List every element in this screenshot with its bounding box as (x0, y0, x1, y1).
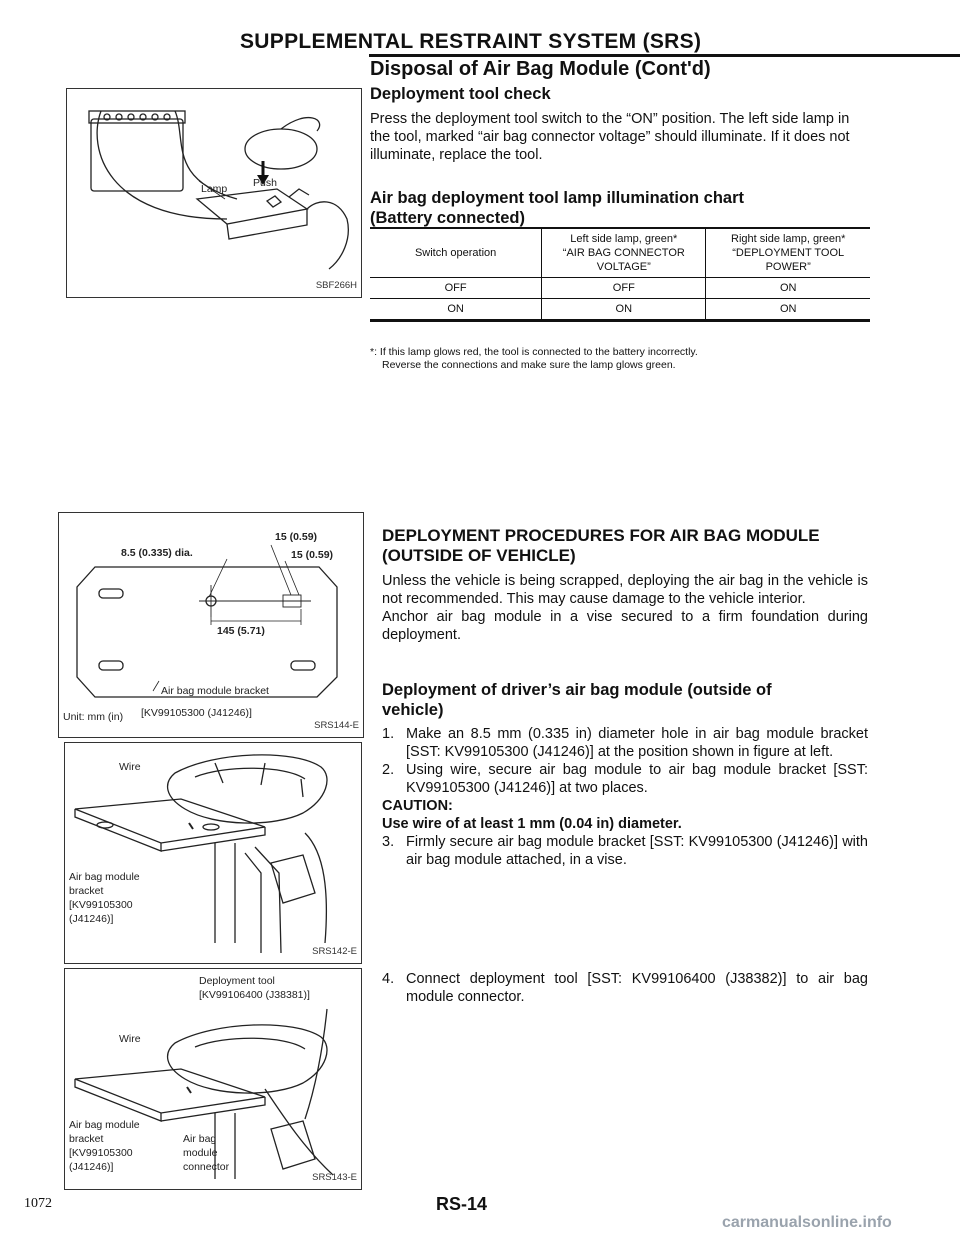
lamp-label: Lamp (201, 183, 228, 195)
bracket-label: Air bag module bracket (161, 685, 269, 697)
dim-145: 145 (5.71) (217, 625, 265, 637)
bracket-label-l2: bracket (69, 885, 104, 897)
deployment-tool-check-text: Press the deployment tool switch to the “ON” position. The left side lamp in the tool, marked “air bag connector voltage” should illuminate. If it does not illuminate, replace the tool. (370, 111, 850, 163)
bracket-label-l1: Air bag module (69, 871, 140, 883)
wire-label: Wire (119, 761, 141, 773)
header-rule (369, 54, 960, 57)
list-item: 1. Make an 8.5 mm (0.335 in) diameter hole in air bag module bracket [SST: KV99105300 (J41246)] at the position shown in figure at left. (382, 726, 868, 760)
connector-label-l2: module (183, 1147, 218, 1159)
col-left-lamp: Left side lamp, green* “AIR BAG CONNECTOR VOLTAGE” (542, 229, 706, 278)
procedures-heading-line1: DEPLOYMENT PROCEDURES FOR AIR BAG MODULE (382, 526, 820, 545)
procedures-heading-line2: (OUTSIDE OF VEHICLE) (382, 546, 576, 565)
page-code: RS-14 (436, 1194, 488, 1214)
table-cell: OFF (370, 278, 542, 299)
table-cell: ON (706, 299, 870, 320)
bracket-label-l3: [KV99105300 (69, 1147, 133, 1159)
lamp-chart-heading-line2: (Battery connected) (370, 209, 525, 227)
bracket-label-l2: bracket (69, 1133, 104, 1145)
table-cell: OFF (542, 278, 706, 299)
bracket-label-l1: Air bag module (69, 1119, 140, 1131)
figure-bracket-dimensions (58, 512, 364, 738)
tool-label-l2: [KV99106400 (J38381)] (199, 989, 310, 1001)
list-item: 3. Firmly secure air bag module bracket [SST: KV99105300 (J41246)] with air bag module attached, in a vise. (382, 834, 868, 868)
list-item: 2. Using wire, secure air bag module to air bag module bracket [SST: KV99105300 (J41246)] at two places. (382, 762, 868, 796)
lamp-chart-table (370, 229, 870, 320)
col-switch-operation: Switch operation (370, 229, 542, 278)
figure-code: SRS143-E (312, 1172, 357, 1183)
table-row (370, 278, 870, 299)
deployment-step-4 (382, 970, 868, 1006)
table-cell: ON (706, 278, 870, 299)
module-bracket-illustration (65, 743, 361, 963)
dim-15a: 15 (0.59) (275, 531, 318, 543)
dim-hole-diameter: 8.5 (0.335) dia. (121, 547, 193, 559)
caution-label: CAUTION: (382, 798, 453, 814)
lamp-chart-table-wrapper (370, 227, 870, 322)
lamp-chart-heading-line1: Air bag deployment tool lamp illumination chart (370, 189, 745, 207)
page-header-title: SUPPLEMENTAL RESTRAINT SYSTEM (SRS) (240, 30, 702, 53)
connector-label-l1: Air bag (183, 1133, 217, 1145)
figure-code: SRS144-E (314, 720, 359, 731)
bracket-dimension-drawing (59, 513, 363, 737)
push-label: Push (253, 177, 277, 189)
connector-label-l3: connector (183, 1161, 230, 1173)
unit-label: Unit: mm (in) (63, 711, 124, 723)
watermark: carmanualsonline.info (722, 1214, 892, 1231)
bracket-label-l4: (J41246)] (69, 1161, 114, 1173)
bracket-label-l4: (J41246)] (69, 913, 114, 925)
table-cell: ON (370, 299, 542, 320)
figure-code: SBF266H (315, 280, 357, 291)
driver-deployment-heading-line1: Deployment of driver’s air bag module (outside of (382, 681, 772, 699)
bracket-label-l3: [KV99105300 (69, 899, 133, 911)
tool-label-l1: Deployment tool (199, 975, 275, 987)
col-right-lamp: Right side lamp, green* “DEPLOYMENT TOOL POWER” (706, 229, 870, 278)
lamp-chart-note: *: If this lamp glows red, the tool is connected to the battery incorrectly. Reverse the connections and make sure the lamp glows green. (370, 346, 698, 371)
figure-deployment-tool-battery (66, 88, 362, 298)
deployment-steps-continued (382, 833, 868, 869)
dim-15b: 15 (0.59) (291, 549, 334, 561)
caution-text: Use wire of at least 1 mm (0.04 in) diameter. (382, 816, 682, 832)
figure-module-on-bracket (64, 742, 362, 964)
list-item: 4. Connect deployment tool [SST: KV99106400 (J38382)] to air bag module connector. (382, 971, 868, 1005)
section-title: Disposal of Air Bag Module (Cont'd) (370, 58, 711, 80)
table-cell: ON (542, 299, 706, 320)
table-header-row (370, 229, 870, 278)
table-row (370, 299, 870, 320)
figure-code: SRS142-E (312, 946, 357, 957)
wire-label: Wire (119, 1033, 141, 1045)
page-number: 1072 (24, 1196, 52, 1211)
procedures-para2: Anchor air bag module in a vise secured to a firm foundation during deployment. (382, 609, 868, 643)
procedures-para1: Unless the vehicle is being scrapped, deploying the air bag in the vehicle is not recommended. This may cause damage to the vehicle interior. (382, 573, 868, 607)
figure-tool-connected (64, 968, 362, 1190)
deployment-steps (382, 725, 868, 797)
bracket-part-number: [KV99105300 (J41246)] (141, 707, 252, 719)
driver-deployment-heading-line2: vehicle) (382, 701, 444, 719)
deployment-tool-check-heading: Deployment tool check (370, 85, 551, 103)
